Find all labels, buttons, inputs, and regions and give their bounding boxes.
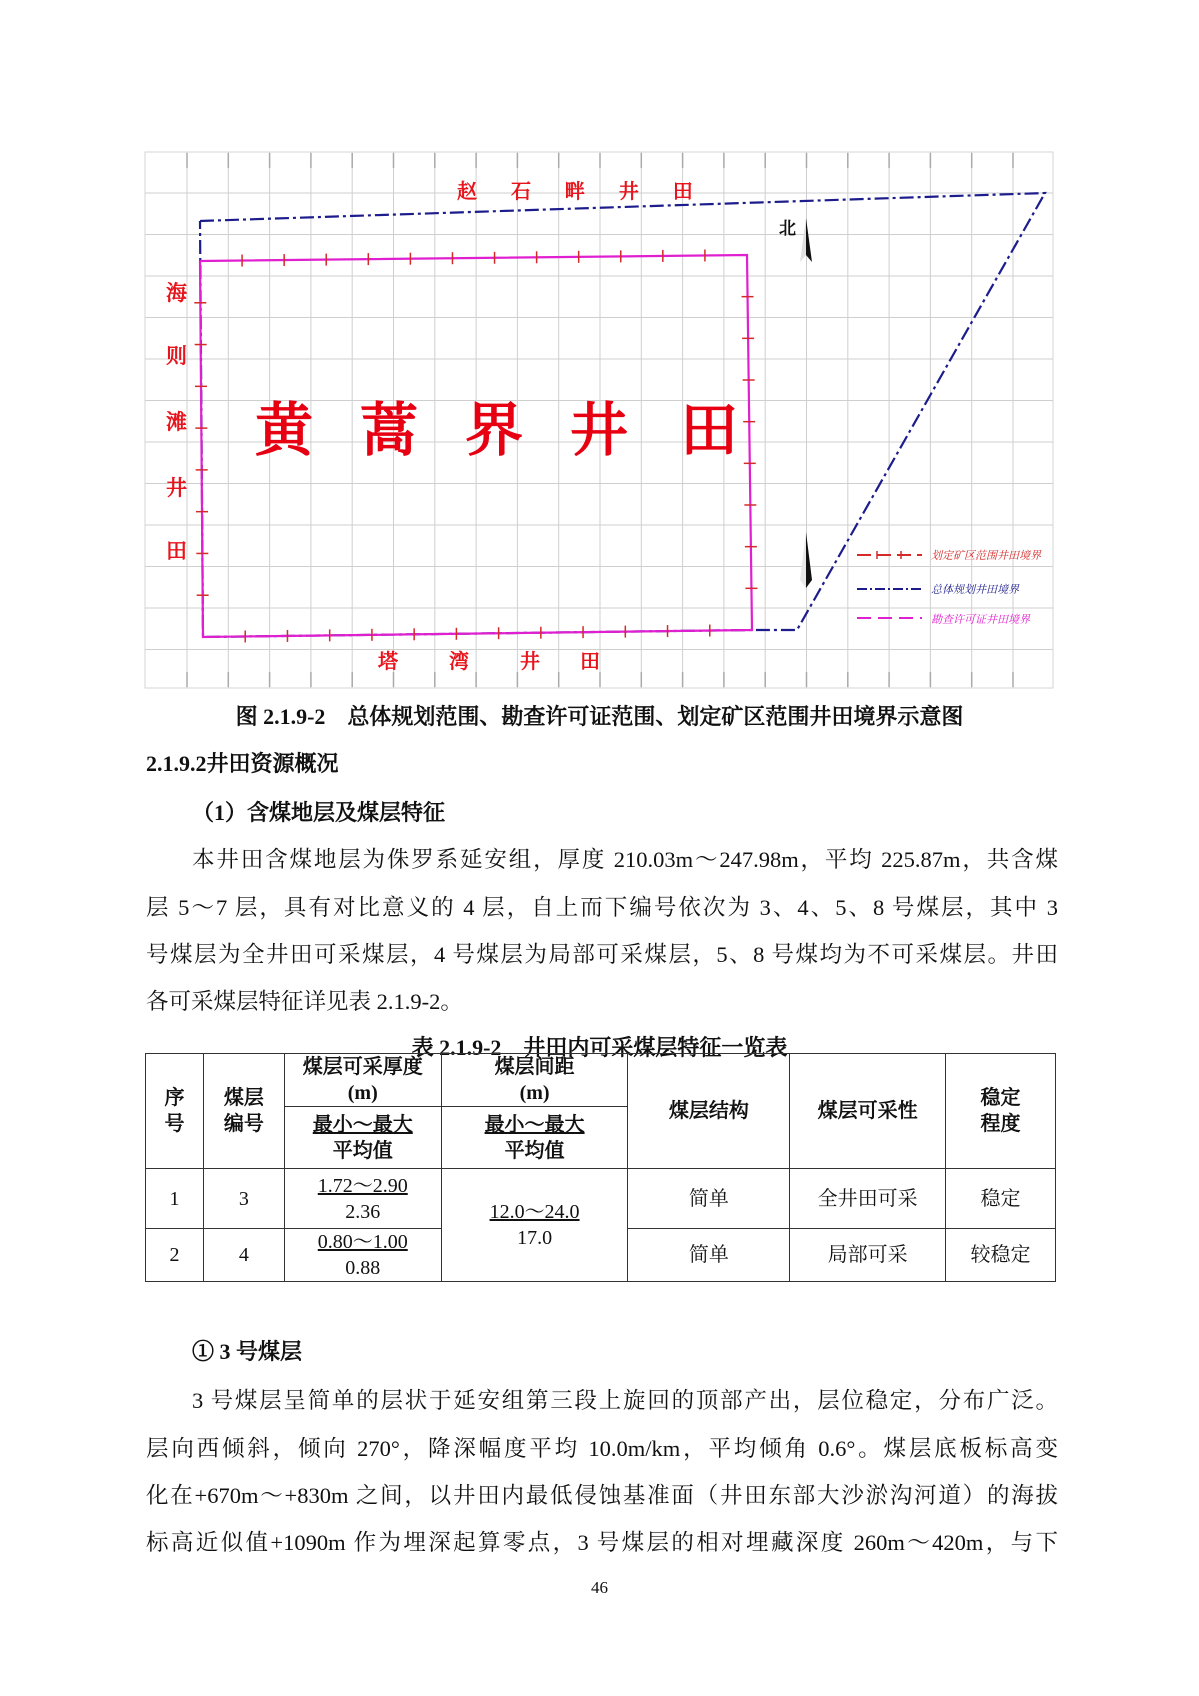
label-zhaoshipan-field (457, 175, 693, 204)
table-caption: 表 2.1.9-2 井田内可采煤层特征一览表 (411, 1035, 788, 1060)
header-spacing (441, 1054, 628, 1107)
figure-caption: 图 2.1.9-2 总体规划范围、勘查许可证范围、划定矿区范围井田境界示意图 (235, 704, 964, 729)
subheader-avg: 平均值 (504, 1139, 565, 1162)
table-row (146, 1169, 1056, 1229)
subheader-spacing (441, 1107, 628, 1169)
cell-stability: 较稳定 (946, 1229, 1056, 1282)
paragraph-line: 标高近似值+1090m 作为埋深起算零点，3 号煤层的相对埋藏深度 260m～420m，与下 (146, 1530, 1058, 1555)
subheader-minmax: 最小～最大 (312, 1113, 413, 1136)
cell-minability: 局部可采 (790, 1229, 946, 1282)
header-text: 编号 (223, 1113, 264, 1135)
paragraph-line: 号煤层为全井田可采煤层，4 号煤层为局部可采煤层，5、8 号煤均为不可采煤层。井田 (146, 942, 1058, 967)
label-char: 塔 (378, 649, 398, 673)
subheader-thickness (284, 1107, 441, 1169)
cell-seam: 4 (203, 1229, 284, 1282)
label-char: 石 (510, 179, 531, 203)
paragraph-line: 层向西倾斜，倾向 270°，降深幅度平均 10.0m/km，平均倾角 0.6°。煤层底板标高变 (146, 1436, 1058, 1461)
seam-3-heading: ① 3 号煤层 (192, 1339, 303, 1364)
header-text: 煤层间距 (494, 1056, 575, 1078)
section-heading: 2.1.9.2井田资源概况 (146, 751, 339, 776)
cell-seam: 3 (203, 1169, 284, 1229)
cell-seq: 1 (146, 1169, 204, 1229)
label-char: 井 (570, 396, 629, 464)
header-minability: 煤层可采性 (790, 1054, 946, 1169)
thickness-avg: 2.36 (345, 1200, 381, 1223)
paragraph-line: 化在+670m～+830m 之间，以井田内最低侵蚀基准面（井田东部大沙淤沟河道）的海拔 (146, 1483, 1058, 1508)
label-char: 畔 (564, 179, 585, 203)
header-text: 煤层可采厚度 (302, 1056, 423, 1078)
cell-thickness (284, 1169, 441, 1229)
north-label: 北 (779, 219, 796, 239)
label-char: 井 (520, 649, 540, 673)
label-char: 黄 (255, 396, 314, 464)
paragraph-line: 各可采煤层特征详见表 2.1.9-2。 (146, 989, 463, 1014)
spacing-range: 12.0～24.0 (489, 1201, 580, 1223)
label-char: 田 (166, 538, 187, 563)
label-char: 井 (618, 179, 639, 203)
header-stability (946, 1054, 1056, 1169)
page-number: 46 (591, 1578, 608, 1597)
header-thickness (284, 1054, 441, 1107)
label-char: 滩 (166, 409, 187, 434)
header-text: 稳定 (980, 1087, 1021, 1109)
cell-seq: 2 (146, 1229, 204, 1282)
header-seq (146, 1054, 204, 1169)
label-char: 田 (680, 396, 739, 464)
label-char: 田 (672, 179, 693, 203)
header-unit: (m) (347, 1082, 378, 1104)
cell-minability: 全井田可采 (790, 1169, 946, 1229)
header-unit: (m) (519, 1082, 550, 1104)
table-header-row (146, 1054, 1056, 1107)
coal-seam-table (145, 1053, 1056, 1282)
legend-item-permit: 勘查许可证井田境界 (931, 613, 1030, 626)
cell-structure: 简单 (628, 1229, 790, 1282)
thickness-avg: 0.88 (345, 1257, 381, 1279)
cell-thickness (284, 1229, 441, 1282)
subheader-minmax: 最小～最大 (484, 1113, 585, 1136)
boundary-map-figure (0, 0, 1199, 700)
legend-item-planning: 总体规划井田境界 (931, 583, 1019, 596)
label-char: 界 (465, 396, 524, 464)
header-text: 号 (164, 1113, 185, 1135)
spacing-avg: 17.0 (517, 1227, 553, 1249)
subheader-avg: 平均值 (332, 1139, 393, 1162)
legend-item-designated: 划定矿区范围井田境界 (931, 549, 1041, 562)
cell-structure: 简单 (628, 1169, 790, 1229)
paragraph-line: 层 5～7 层，具有对比意义的 4 层，自上而下编号依次为 3、4、5、8 号煤层，其中 3 (146, 895, 1058, 920)
header-text: 煤层 (223, 1087, 264, 1109)
subsection-heading: （1）含煤地层及煤层特征 (192, 800, 446, 825)
label-char: 海 (166, 280, 187, 305)
paragraph-line: 本井田含煤地层为侏罗系延安组，厚度 210.03m～247.98m，平均 225.87m，共含煤 (192, 847, 1058, 872)
thickness-range: 1.72～2.90 (317, 1174, 408, 1197)
cell-spacing (441, 1169, 628, 1282)
header-text: 程度 (980, 1113, 1021, 1135)
label-char: 田 (580, 649, 600, 673)
paragraph-line: 3 号煤层呈简单的层状于延安组第三段上旋回的顶部产出，层位稳定，分布广泛。 (192, 1388, 1058, 1413)
header-text: 序 (164, 1087, 185, 1109)
header-structure: 煤层结构 (628, 1054, 790, 1169)
header-seam-no (203, 1054, 284, 1169)
label-char: 赵 (457, 179, 477, 203)
label-char: 蒿 (360, 396, 419, 464)
cell-stability: 稳定 (946, 1169, 1056, 1229)
thickness-range: 0.80～1.00 (317, 1231, 408, 1253)
label-char: 则 (166, 343, 187, 368)
label-char: 井 (166, 475, 187, 500)
label-char: 湾 (449, 649, 469, 673)
